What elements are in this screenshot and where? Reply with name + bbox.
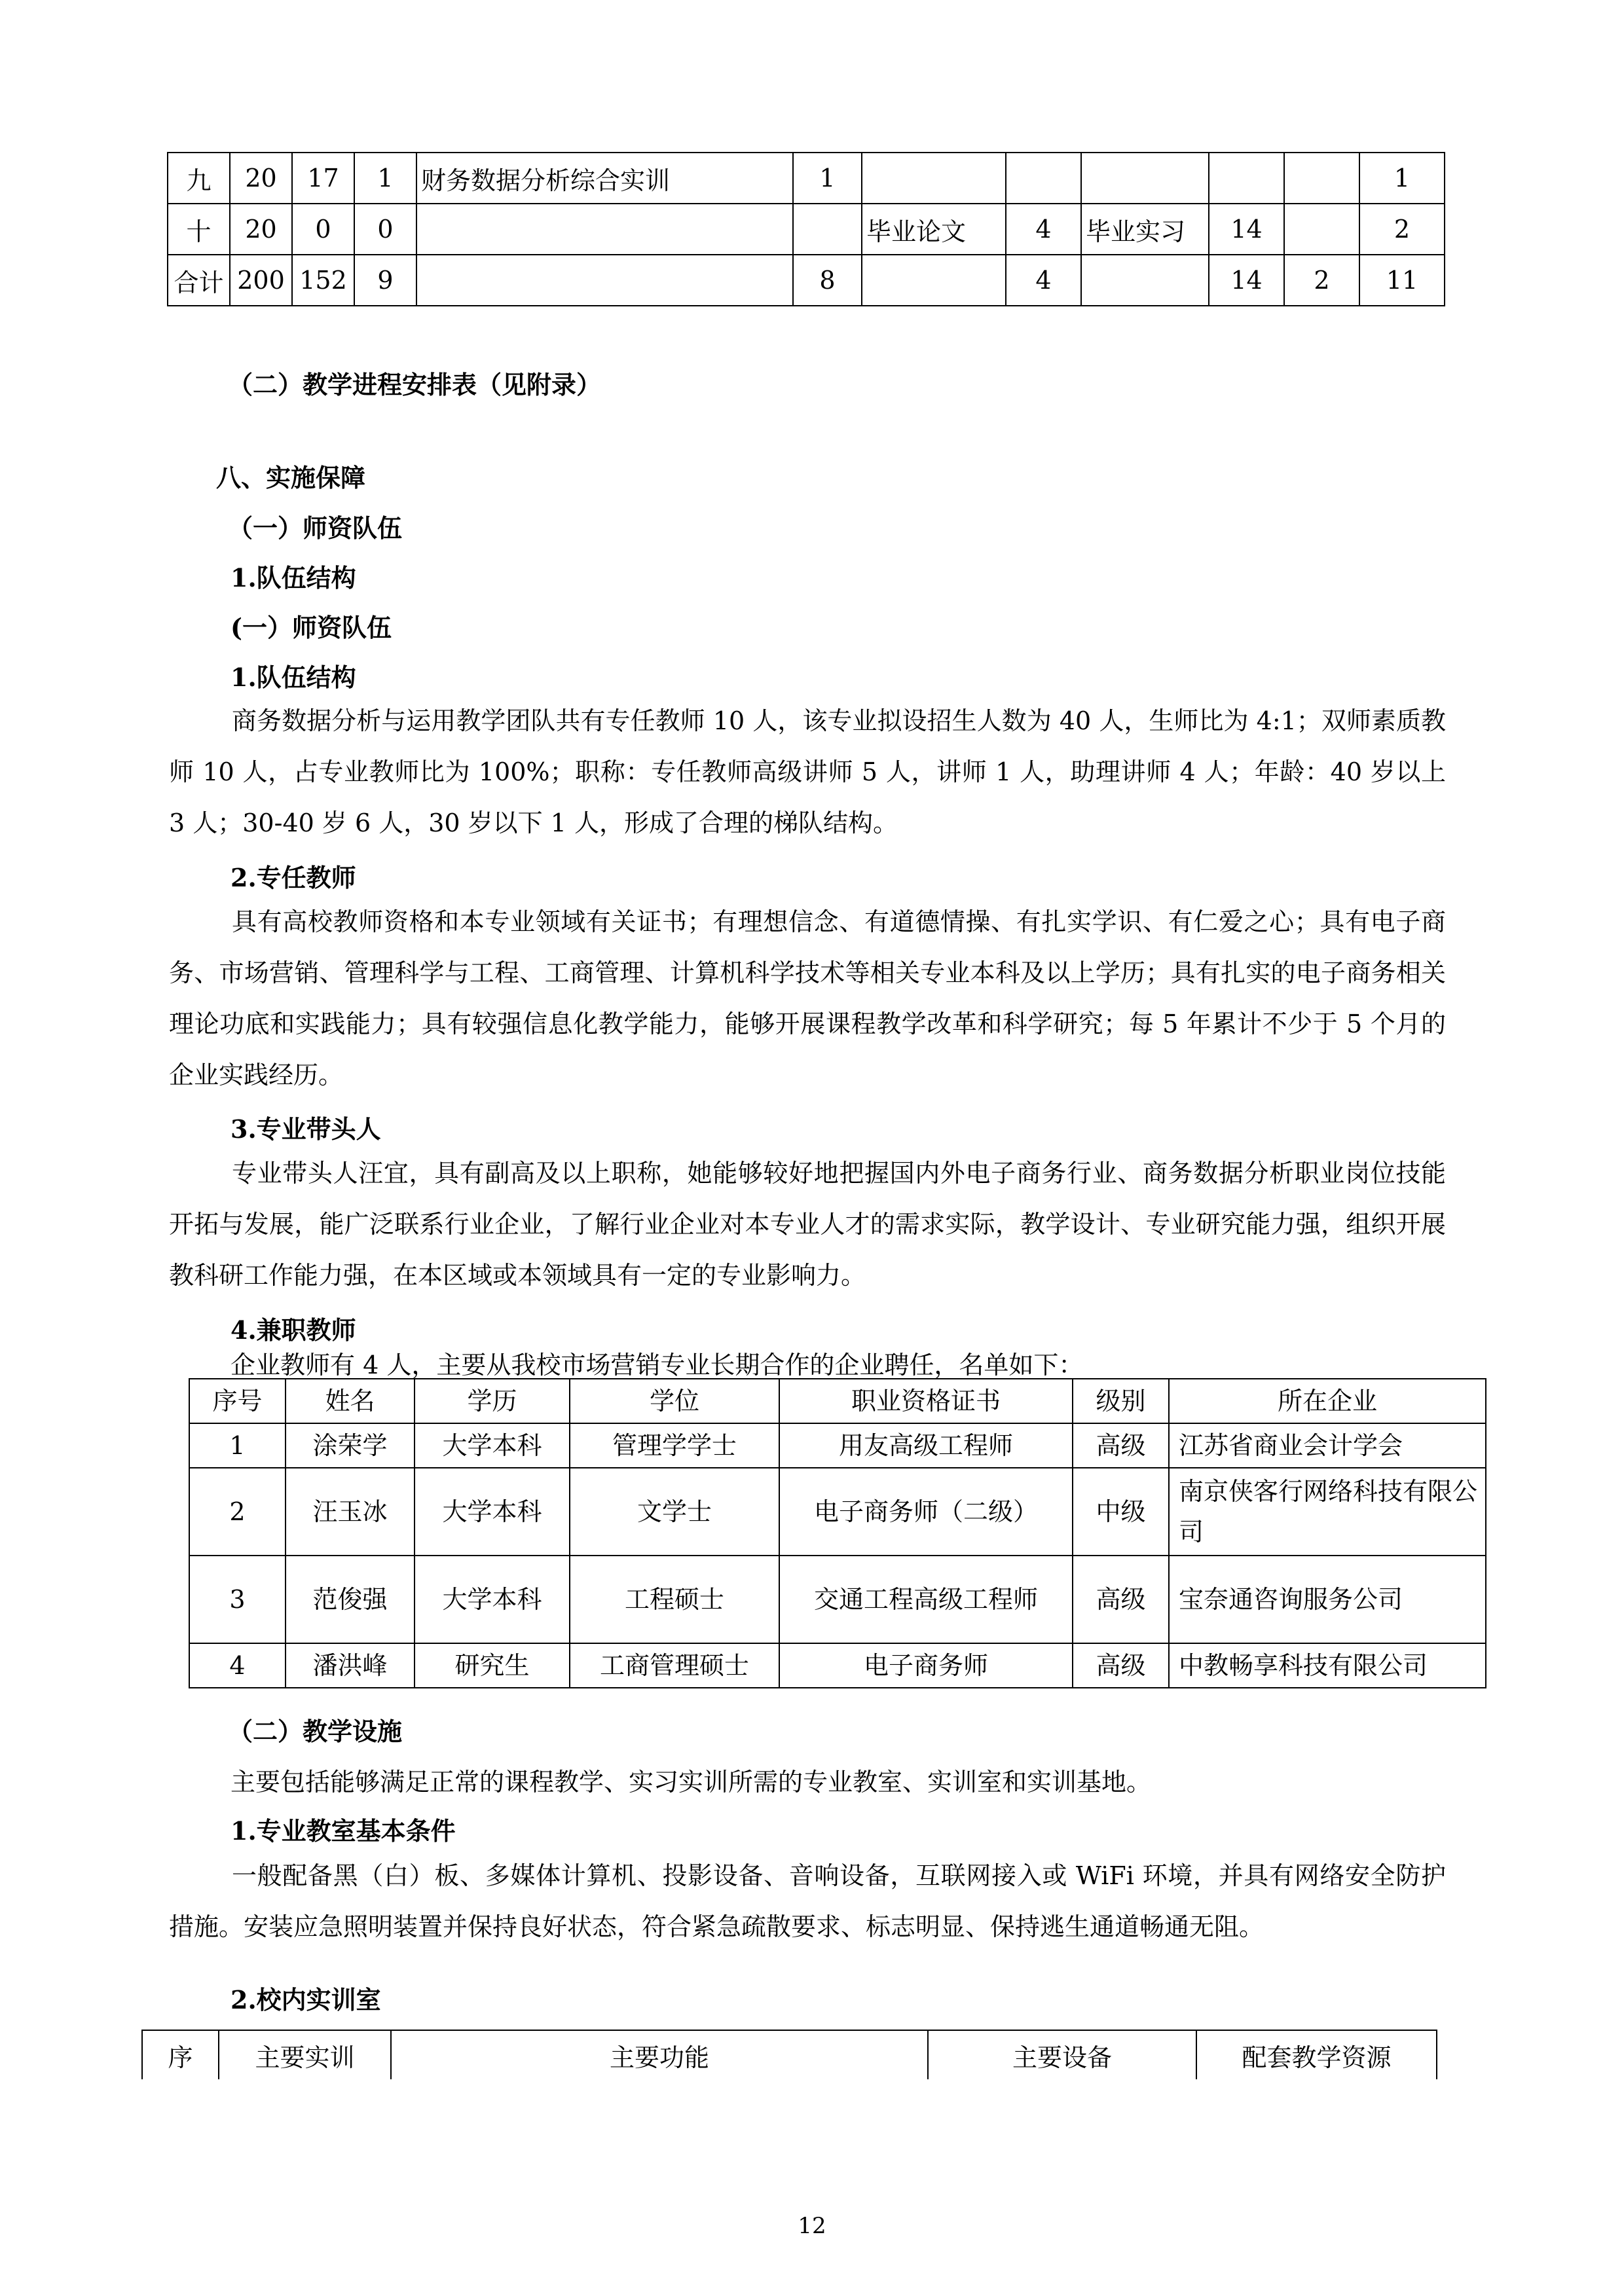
cell: 江苏省商业会计学会 bbox=[1169, 1423, 1486, 1468]
header-cell: 学历 bbox=[415, 1379, 570, 1423]
header-cell: 学位 bbox=[570, 1379, 779, 1423]
cell: 152 bbox=[292, 255, 354, 306]
heading-program-leader: 3.专业带头人 bbox=[231, 1114, 381, 1144]
table-row bbox=[189, 1468, 1486, 1556]
cell: 中级 bbox=[1073, 1468, 1169, 1556]
cell: 大学本科 bbox=[415, 1423, 570, 1468]
cell: 高级 bbox=[1073, 1643, 1169, 1688]
cell: 工商管理硕士 bbox=[570, 1643, 779, 1688]
header-cell: 配套教学资源 bbox=[1196, 2030, 1437, 2079]
cell: 研究生 bbox=[415, 1643, 570, 1688]
cell: 涂荣学 bbox=[286, 1423, 415, 1468]
cell: 九 bbox=[168, 153, 230, 204]
cell: 200 bbox=[230, 255, 292, 306]
table-row bbox=[168, 153, 1445, 204]
table-row bbox=[189, 1643, 1486, 1688]
cell: 中教畅享科技有限公司 bbox=[1169, 1643, 1486, 1688]
cell: 14 bbox=[1209, 255, 1284, 306]
cell: 高级 bbox=[1073, 1423, 1169, 1468]
lab-table bbox=[141, 2030, 1437, 2079]
cell: 电子商务师 bbox=[779, 1643, 1073, 1688]
header-cell: 姓名 bbox=[286, 1379, 415, 1423]
cell bbox=[862, 255, 1006, 306]
paragraph-parttime-teachers: 企业教师有 4 人，主要从我校市场营销专业长期合作的企业聘任，名单如下： bbox=[231, 1351, 1084, 1379]
cell: 20 bbox=[230, 153, 292, 204]
cell: 财务数据分析综合实训 bbox=[416, 153, 793, 204]
header-cell: 主要实训 bbox=[219, 2030, 391, 2079]
cell bbox=[1209, 153, 1284, 204]
heading-facilities: （二）教学设施 bbox=[228, 1717, 403, 1746]
heading-teachers: （一）师资队伍 bbox=[228, 513, 403, 543]
cell: 1 bbox=[189, 1423, 286, 1468]
cell bbox=[793, 204, 862, 255]
table-row bbox=[168, 204, 1445, 255]
cell: 1 bbox=[793, 153, 862, 204]
cell bbox=[1006, 153, 1081, 204]
cell: 20 bbox=[230, 204, 292, 255]
cell: 汪玉冰 bbox=[286, 1468, 415, 1556]
heading-lab: 2.校内实训室 bbox=[231, 1985, 381, 2014]
table-header-row bbox=[142, 2030, 1437, 2079]
cell: 4 bbox=[1006, 204, 1081, 255]
cell: 2 bbox=[1359, 204, 1445, 255]
cell bbox=[862, 153, 1006, 204]
paragraph-fulltime-teachers: 具有高校教师资格和本专业领域有关证书；有理想信念、有道德情操、有扎实学识、有仁爱之心；具有电子商务、市场营销、管理科学与工程、工商管理、计算机科学技术等相关专业本科及以上学历；具有扎实的电子商务相关理论功底和实践能力；具有较强信息化教学能力，能够开展课程教学改革和科学研究；每 5 年累计不少于 5 个月的企业实践经历。 bbox=[169, 907, 1446, 1089]
cell: 大学本科 bbox=[415, 1468, 570, 1556]
heading-structure-repeat: 1.队伍结构 bbox=[231, 663, 356, 692]
cell: 毕业论文 bbox=[862, 204, 1006, 255]
cell bbox=[416, 255, 793, 306]
table-row bbox=[189, 1423, 1486, 1468]
cell: 9 bbox=[354, 255, 416, 306]
header-cell: 主要设备 bbox=[928, 2030, 1196, 2079]
heading-fulltime-teachers: 2.专任教师 bbox=[231, 863, 356, 892]
cell: 17 bbox=[292, 153, 354, 204]
cell bbox=[1081, 255, 1209, 306]
cell: 14 bbox=[1209, 204, 1284, 255]
cell: 4 bbox=[189, 1643, 286, 1688]
cell: 潘洪峰 bbox=[286, 1643, 415, 1688]
cell: 2 bbox=[189, 1468, 286, 1556]
heading-schedule: （二）教学进程安排表（见附录） bbox=[228, 370, 602, 399]
cell: 十 bbox=[168, 204, 230, 255]
header-cell: 所在企业 bbox=[1169, 1379, 1486, 1423]
cell: 3 bbox=[189, 1556, 286, 1643]
paragraph-classroom: 一般配备黑（白）板、多媒体计算机、投影设备、音响设备，互联网接入或 WiFi 环境，并具有网络安全防护措施。安装应急照明装置并保持良好状态，符合紧急疏散要求、标志明显、保持逃生通道畅通无阻。 bbox=[169, 1861, 1446, 1941]
table-row bbox=[168, 255, 1445, 306]
cell: 0 bbox=[354, 204, 416, 255]
cell: 合计 bbox=[168, 255, 230, 306]
header-cell: 序 bbox=[142, 2030, 219, 2079]
cell: 用友高级工程师 bbox=[779, 1423, 1073, 1468]
paragraph-program-leader: 专业带头人汪宜，具有副高及以上职称，她能够较好地把握国内外电子商务行业、商务数据分析职业岗位技能开拓与发展，能广泛联系行业企业，了解行业企业对本专业人才的需求实际，教学设计、专业研究能力强，组织开展教科研工作能力强，在本区域或本领域具有一定的专业影响力。 bbox=[169, 1159, 1446, 1290]
cell: 南京侠客行网络科技有限公司 bbox=[1169, 1468, 1486, 1556]
cell: 电子商务师（二级） bbox=[779, 1468, 1073, 1556]
heading-parttime-teachers: 4.兼职教师 bbox=[231, 1315, 356, 1345]
cell bbox=[1081, 153, 1209, 204]
header-cell: 级别 bbox=[1073, 1379, 1169, 1423]
table-row bbox=[189, 1556, 1486, 1643]
cell: 2 bbox=[1284, 255, 1359, 306]
heading-classroom: 1.专业教室基本条件 bbox=[231, 1816, 456, 1846]
cell: 大学本科 bbox=[415, 1556, 570, 1643]
heading-structure: 1.队伍结构 bbox=[231, 563, 356, 592]
cell bbox=[1284, 204, 1359, 255]
cell: 0 bbox=[292, 204, 354, 255]
paragraph-structure: 商务数据分析与运用教学团队共有专任教师 10 人，该专业拟设招生人数为 40 人，生师比为 4:1；双师素质教师 10 人，占专业教师比为 100%；职称：专任教师高级讲师 5 人，讲师 1 人，助理讲师 4 人；年龄：40 岁以上 3 人；30-40 岁 6 人，30 岁以下 1 人，形成了合理的梯队结构。 bbox=[169, 706, 1446, 837]
parttime-teacher-table bbox=[189, 1378, 1486, 1688]
table-header-row bbox=[189, 1379, 1486, 1423]
cell: 1 bbox=[354, 153, 416, 204]
cell: 宝奈通咨询服务公司 bbox=[1169, 1556, 1486, 1643]
header-cell: 主要功能 bbox=[391, 2030, 928, 2079]
cell: 范俊强 bbox=[286, 1556, 415, 1643]
page-number: 12 bbox=[798, 2213, 826, 2239]
cell: 工程硕士 bbox=[570, 1556, 779, 1643]
cell: 8 bbox=[793, 255, 862, 306]
cell: 4 bbox=[1006, 255, 1081, 306]
course-summary-table bbox=[167, 152, 1445, 306]
cell bbox=[1284, 153, 1359, 204]
heading-section-8: 八、实施保障 bbox=[216, 463, 366, 492]
cell: 1 bbox=[1359, 153, 1445, 204]
cell: 毕业实习 bbox=[1081, 204, 1209, 255]
header-cell: 职业资格证书 bbox=[779, 1379, 1073, 1423]
cell bbox=[416, 204, 793, 255]
cell: 文学士 bbox=[570, 1468, 779, 1556]
cell: 高级 bbox=[1073, 1556, 1169, 1643]
cell: 管理学学士 bbox=[570, 1423, 779, 1468]
cell: 交通工程高级工程师 bbox=[779, 1556, 1073, 1643]
paragraph-facilities: 主要包括能够满足正常的课程教学、实习实训所需的专业教室、实训室和实训基地。 bbox=[231, 1768, 1152, 1796]
header-cell: 序号 bbox=[189, 1379, 286, 1423]
heading-teachers-repeat: (一）师资队伍 bbox=[231, 613, 392, 642]
cell: 11 bbox=[1359, 255, 1445, 306]
